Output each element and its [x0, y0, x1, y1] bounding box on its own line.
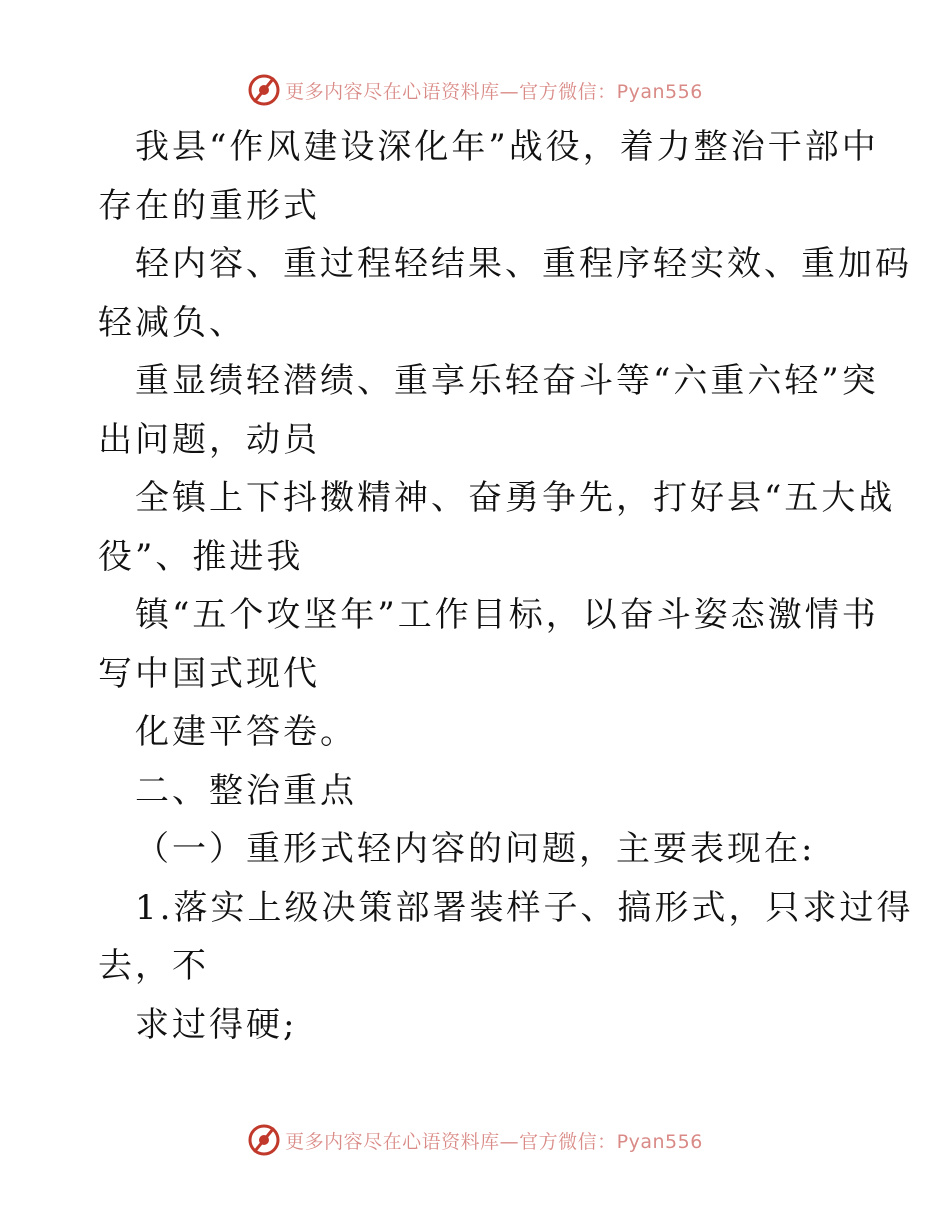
- header-watermark: [0, 70, 950, 110]
- text-line: 存在的重形式: [98, 185, 320, 226]
- text-line: 写中国式现代: [98, 653, 320, 694]
- header-watermark-text: 更多内容尽在心语资料库—官方微信：Pyan556: [285, 80, 703, 103]
- subsection-heading: （一）重形式轻内容的问题，主要表现在:: [135, 829, 816, 869]
- logo-icon: [247, 73, 281, 107]
- footer-watermark: [0, 1120, 950, 1160]
- text-line: 1.落实上级决策部署装样子、搞形式，只求过得: [135, 887, 914, 928]
- text-line: 轻减负、: [98, 302, 246, 343]
- text-line: 我县“作风建设深化年”战役，着力整治干部中: [135, 127, 879, 167]
- footer-watermark-text: 更多内容尽在心语资料库—官方微信：Pyan556: [285, 1130, 703, 1153]
- section-heading: 二、整治重点: [135, 770, 357, 811]
- text-line: 镇“五个攻坚年”工作目标，以奋斗姿态激情书: [135, 595, 879, 635]
- text-line: 重显绩轻潜绩、重享乐轻奋斗等“六重六轻”突: [135, 361, 879, 401]
- text-line: 全镇上下抖擞精神、奋勇争先，打好县“五大战: [135, 478, 896, 518]
- text-line: 轻内容、重过程轻结果、重程序轻实效、重加码: [135, 244, 912, 284]
- text-line: 去，不: [98, 946, 209, 986]
- text-line: 求过得硬;: [135, 1004, 298, 1045]
- text-line: 化建平答卷。: [135, 712, 357, 752]
- text-line: 出问题，动员: [98, 419, 320, 460]
- text-line: 役”、推进我: [98, 536, 304, 577]
- document-body: [98, 118, 914, 1054]
- logo-icon: [247, 1123, 281, 1157]
